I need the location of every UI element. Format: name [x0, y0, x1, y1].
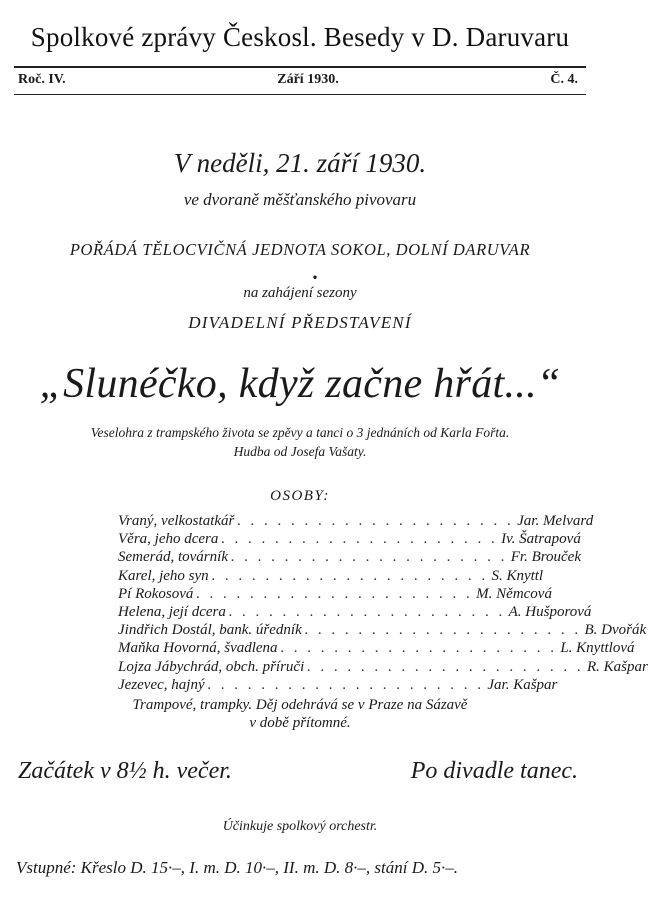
- cast-row: [118, 676, 558, 695]
- start-time: Začátek v 8½ h. večer.: [18, 758, 232, 784]
- cast-role: Lojza Jábychrád, obch. příruči: [118, 658, 305, 675]
- event-date: V neděli, 21. září 1930.: [173, 148, 427, 178]
- volume-number: Roč. IV.: [18, 72, 66, 87]
- event-venue: ve dvoraně měšťanského pivovaru: [183, 190, 417, 209]
- cast-role: Maňka Hovorná, švadlena: [118, 640, 278, 657]
- after-show-dance: Po divadle tanec.: [410, 758, 578, 784]
- cast-row: [118, 567, 544, 586]
- dot-leader: . . . . . . . . . . . . . . . . . . . . .: [228, 603, 506, 620]
- cast-actor: L. Knyttlová: [560, 640, 635, 657]
- event-occasion: na zahájení sezony: [243, 285, 357, 301]
- play-subtitle: Veselohra z trampského života se zpěvy a tanci o 3 jednáních od Karla Fořta.: [90, 425, 510, 440]
- masthead-title: Spolkové zprávy Českosl. Besedy v D. Daruvaru: [30, 22, 570, 52]
- admission-prices: Vstupné: Křeslo D. 15·–, I. m. D. 10·–, II. m. D. 8·–, stání D. 5·–.: [16, 858, 458, 877]
- cast-role: Pí Rokosová: [118, 585, 194, 602]
- event-organizer: POŘÁDÁ TĚLOCVIČNÁ JEDNOTA SOKOL, DOLNÍ DARUVAR: [69, 240, 531, 259]
- cast-row: [118, 549, 581, 567]
- cast-role: Vraný, velkostatkář: [118, 513, 235, 529]
- masthead-rule-top: [14, 66, 586, 68]
- issue-date: Září 1930.: [277, 72, 339, 87]
- dot-leader: . . . . . . . . . . . . . . . . . . . . .: [211, 567, 489, 584]
- cast-actor: R. Kašpar: [586, 658, 648, 675]
- dot-leader: . . . . . . . . . . . . . . . . . . . . .: [207, 676, 485, 693]
- cast-heading: OSOBY:: [270, 488, 330, 504]
- dot-leader: . . . . . . . . . . . . . . . . . . . . .: [221, 531, 499, 548]
- cast-row: [118, 531, 581, 549]
- cast-role: Karel, jeho syn: [118, 567, 209, 584]
- cast-actor: Jar. Kašpar: [487, 676, 558, 693]
- cast-row: [118, 640, 635, 658]
- cast-note: Trampové, trampky. Děj odehrává se v Praze na Sázavě: [132, 697, 468, 713]
- cast-role: Jindřich Dostál, bank. úředník: [118, 622, 302, 639]
- cast-row: [118, 658, 648, 677]
- cast-actor: M. Němcová: [476, 585, 552, 602]
- event-type: DIVADELNÍ PŘEDSTAVENÍ: [188, 313, 412, 332]
- cast-actor: S. Knyttl: [491, 567, 544, 584]
- dot-leader: . . . . . . . . . . . . . . . . . . . . .: [196, 585, 474, 602]
- orchestra-note: Účinkuje spolkový orchestr.: [222, 819, 378, 834]
- cast-actor: Jar. Melvard: [517, 513, 594, 529]
- play-music-credit: Hudba od Josefa Vašaty.: [233, 444, 367, 459]
- cast-row: [118, 513, 594, 531]
- play-title: „Slunéčko, když začne hřát...“: [39, 361, 561, 407]
- cast-actor: Iv. Šatrapová: [501, 531, 581, 548]
- cast-role: Jezevec, hajný: [118, 676, 205, 693]
- issue-number: Č. 4.: [550, 72, 578, 87]
- dot-leader: . . . . . . . . . . . . . . . . . . . . .: [237, 513, 515, 529]
- cast-role: Helena, její dcera: [118, 603, 226, 620]
- cast-actor: Fr. Brouček: [510, 549, 581, 566]
- cast-row: [118, 622, 647, 640]
- cast-note-setting: v době přítomné.: [249, 715, 351, 731]
- cast-actor: A. Hušporová: [508, 603, 592, 620]
- dot-leader: . . . . . . . . . . . . . . . . . . . . .: [304, 622, 582, 639]
- cast-row: [118, 603, 592, 622]
- dot-leader: . . . . . . . . . . . . . . . . . . . . .: [230, 549, 508, 566]
- dot-leader: . . . . . . . . . . . . . . . . . . . . .: [280, 640, 558, 657]
- issue-line: [18, 72, 578, 88]
- cast-role: Věra, jeho dcera: [118, 531, 219, 548]
- ornament-dot: •: [311, 271, 319, 285]
- cast-row: [118, 585, 552, 604]
- dot-leader: . . . . . . . . . . . . . . . . . . . . .: [307, 658, 584, 675]
- cast-role: Semerád, továrník: [118, 549, 228, 566]
- masthead-rule-bottom: [14, 94, 586, 95]
- cast-actor: B. Dvořák: [584, 622, 647, 639]
- cast-list: [118, 513, 648, 695]
